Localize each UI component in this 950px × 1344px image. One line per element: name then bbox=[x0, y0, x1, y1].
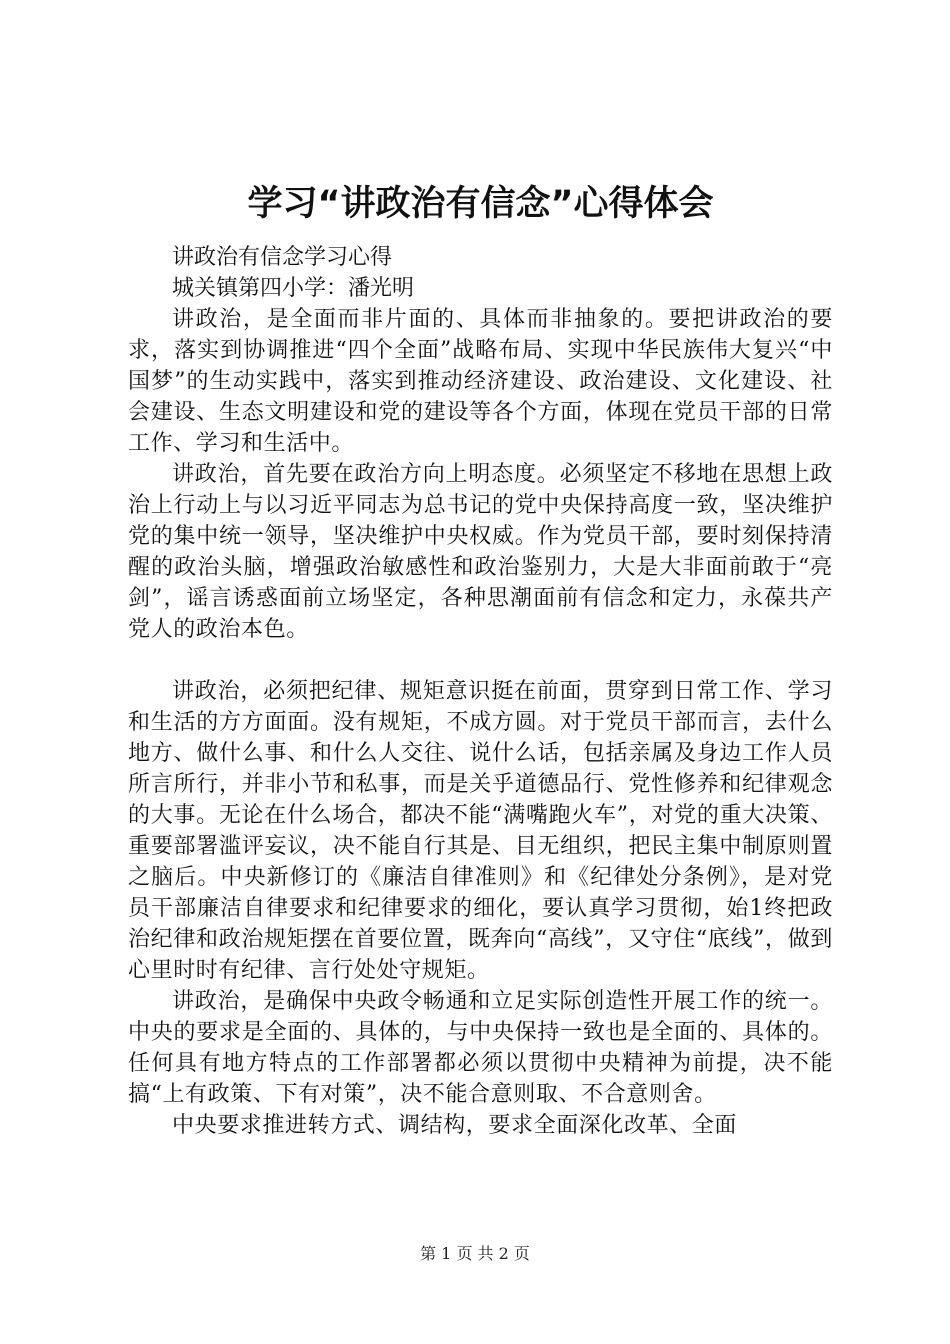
page-footer: 第 1 页 共 2 页 bbox=[420, 1244, 530, 1263]
paragraph-2: 讲政治，首先要在政治方向上明态度。必须坚定不移地在思想上政治上行动上与以习近平同志为总书记的党中央保持高度一致，坚决维护党的集中统一领导，坚决维护中央权威。作为党员干部，要时刻保持清醒的政治头脑，增强政治敏感性和政治鉴别力，大是大非面前敢于“亮剑”，谣言诱惑面前立场坚定，各种思潮面前有信念和定力，永葆共产党人的政治本色。 bbox=[128, 462, 833, 642]
paragraph-spacer bbox=[128, 645, 833, 676]
paragraph-5: 中央要求推进转方式、调结构，要求全面深化改革、全面 bbox=[172, 1113, 738, 1138]
author-line: 城关镇第四小学：潘光明 bbox=[172, 276, 415, 301]
document-subtitle: 讲政治有信念学习心得 bbox=[172, 245, 393, 270]
paragraph-3: 讲政治，必须把纪律、规矩意识挺在前面，贯穿到日常工作、学习和生活的方方面面。没有规矩，不成方圆。对于党员干部而言，去什么地方、做什么事、和什么人交往、说什么话，包括亲属及身边工作人员所言所行，并非小节和私事，而是关乎道德品行、党性修养和纪律观念的大事。无论在什么场合，都决不能“满嘴跑火车”，对党的重大决策、重要部署滥评妄议，决不能自行其是、目无组织，把民主集中制原则置之脑后。中央新修订的《廉洁自律准则》和《纪律处分条例》，是对党员干部廉洁自律要求和纪律要求的细化，要认真学习贯彻，始1终把政治纪律和政治规矩摆在首要位置，既奔向“高线”，又守住“底线”，做到心里时时有纪律、言行处处守规矩。 bbox=[128, 679, 833, 983]
paragraph-4: 讲政治，是确保中央政令畅通和立足实际创造性开展工作的统一。中央的要求是全面的、具体的，与中央保持一致也是全面的、具体的。任何具有地方特点的工作部署都必须以贯彻中央精神为前提，决不能搞“上有政策、下有对策”，决不能合意则取、不合意则舍。 bbox=[128, 989, 833, 1107]
document-title: 学习“讲政治有信念”心得体会 bbox=[247, 184, 714, 224]
paragraph-1: 讲政治，是全面而非片面的、具体而非抽象的。要把讲政治的要求，落实到协调推进“四个全面”战略布局、实现中华民族伟大复兴“中国梦”的生动实践中，落实到推动经济建设、政治建设、文化建设、社会建设、生态文明建设和党的建设等各个方面，体现在党员干部的日常工作、学习和生活中。 bbox=[128, 307, 833, 456]
document-page bbox=[128, 178, 833, 1141]
